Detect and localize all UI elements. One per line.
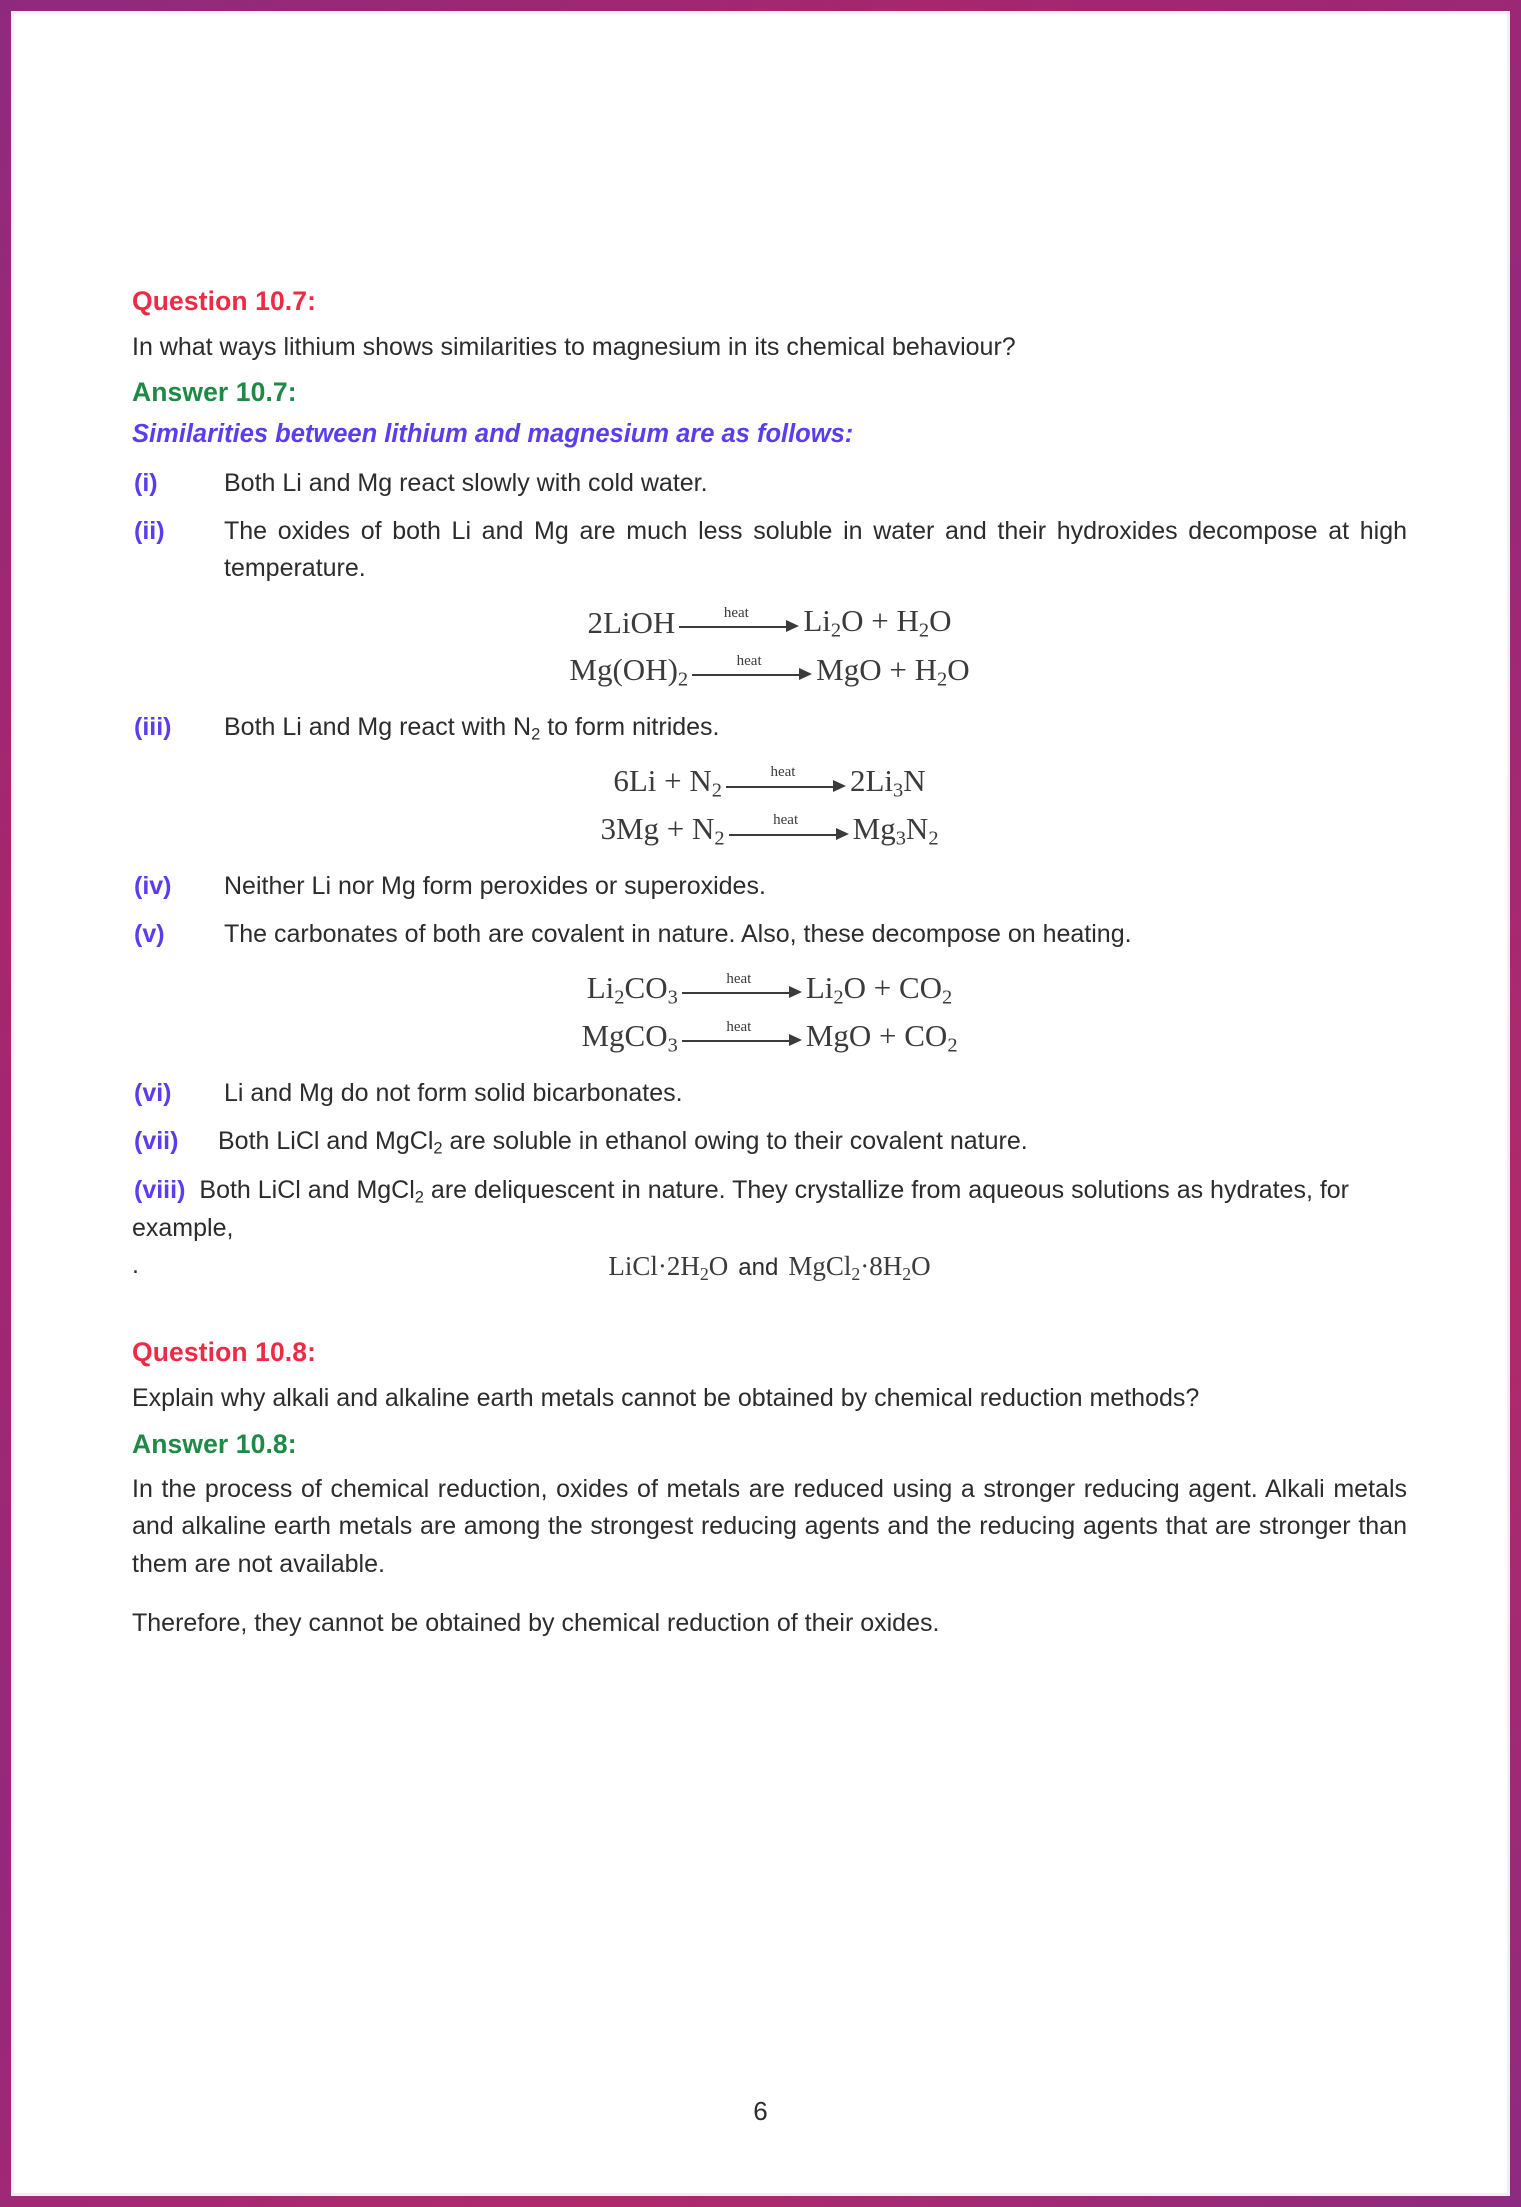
list-item	[132, 1123, 1407, 1161]
question-10-7-heading: Question 10.7:	[132, 286, 317, 316]
reaction-arrow-icon	[692, 652, 812, 687]
equation-rhs: $2Li_3N$	[849, 763, 926, 802]
similarities-list-continued-3	[132, 709, 1407, 747]
list-item	[132, 709, 1407, 747]
arrow-label: heat	[726, 1018, 752, 1035]
answer-10-8-paragraph-1: In the process of chemical reduction, oxides of metals are reduced using a stronger reducing agent. Alkali metals and alkaline earth metals are among the strongest reducing agents and the reducing agents that are stronger than them are not available.	[132, 1474, 1407, 1578]
document-content	[132, 286, 1407, 1654]
equation-hydroxide-decomposition	[132, 598, 1407, 695]
equation-lhs: $Li_2CO_3$	[586, 969, 678, 1009]
equation-line	[132, 646, 1407, 694]
reaction-arrow-icon	[679, 604, 799, 638]
equation-lhs: MgCO$_3$	[581, 1017, 678, 1057]
equation-line	[132, 806, 1407, 854]
question-10-7-text: In what ways lithium shows similarities to magnesium in its chemical behaviour?	[132, 332, 1016, 361]
equation-rhs: $Li_2O + CO_2$	[805, 969, 953, 1009]
page-number: 6	[753, 2096, 768, 2126]
reaction-arrow-icon	[729, 812, 849, 846]
list-item	[132, 465, 1407, 502]
equation-rhs: $MgCl_2\cdot 8H_2O$	[788, 1251, 931, 1285]
equation-nitride-formation	[132, 758, 1407, 855]
answer-10-7-heading: Answer 10.7:	[132, 377, 297, 408]
equation-lhs: $LiCl\cdot 2H_2O$	[608, 1251, 729, 1285]
answer-10-8-heading: Answer 10.8:	[132, 1428, 297, 1459]
question-10-8-heading: Question 10.8:	[132, 1337, 317, 1368]
equation-lhs: $6Li + N_2$	[613, 763, 722, 802]
equation-rhs: MgO + $CO_2$	[805, 1017, 958, 1057]
list-item	[132, 513, 1407, 587]
equation-line	[132, 598, 1407, 646]
arrow-label: heat	[736, 652, 762, 669]
list-item-number: (v)	[134, 920, 165, 949]
answer-10-7-subtitle: Similarities between lithium and magnesium are as follows:	[132, 420, 854, 449]
list-item-number: (vii)	[134, 1126, 179, 1155]
equation-hydrates-row	[132, 1251, 1407, 1285]
question-10-8-text: Explain why alkali and alkaline earth metals cannot be obtained by chemical reduction methods?	[132, 1384, 1200, 1413]
list-item-text: Neither Li nor Mg form peroxides or superoxides.	[224, 872, 766, 901]
equation-line	[132, 758, 1407, 806]
equation-rhs: $Li_2O + H_2O$	[803, 603, 952, 643]
conjunction-and: and	[738, 1254, 779, 1282]
equation-carbonate-decomposition	[132, 964, 1407, 1061]
equation-rhs: MgO + $H_2O$	[816, 651, 970, 691]
list-item-number: (i)	[134, 468, 158, 497]
equation-line	[132, 1012, 1407, 1060]
list-item-number: (viii)	[134, 1175, 186, 1204]
answer-10-8-paragraph-2: Therefore, they cannot be obtained by chemical reduction of their oxides.	[132, 1609, 940, 1638]
list-item-text: Both Li and Mg react with $N_2$ to form nitrides.	[224, 712, 720, 744]
list-item	[132, 868, 1407, 905]
reaction-arrow-icon	[682, 1018, 802, 1053]
stray-period-mark: .	[132, 1251, 139, 1280]
arrow-label: heat	[726, 970, 752, 987]
equation-lhs: $3Mg + N_2$	[600, 811, 725, 851]
list-item-number: (iv)	[134, 872, 172, 901]
list-item-number: (vi)	[134, 1078, 172, 1107]
list-item	[132, 916, 1407, 953]
list-item-text: The oxides of both Li and Mg are much less soluble in water and their hydroxides decompose at high temperature.	[224, 516, 1407, 582]
list-item-text: The carbonates of both are covalent in nature. Also, these decompose on heating.	[224, 920, 1132, 949]
equation-hydrates	[132, 1251, 1407, 1285]
reaction-arrow-icon	[682, 970, 802, 1004]
arrow-label: heat	[723, 604, 749, 621]
similarities-list-continued-45	[132, 868, 1407, 953]
equation-lhs: $Mg(OH)_2$	[569, 651, 689, 691]
similarities-list-continued-67	[132, 1075, 1407, 1161]
list-item-text: Both LiCl and MgCl$_2$ are soluble in ethanol owing to their covalent nature.	[218, 1126, 1028, 1158]
arrow-label: heat	[770, 764, 796, 781]
list-item-number: (ii)	[134, 516, 165, 545]
list-item-number: (iii)	[134, 712, 172, 741]
list-item	[132, 1172, 1407, 1248]
page-sheet	[14, 14, 1507, 2193]
arrow-label: heat	[773, 812, 799, 829]
list-item-text: Li and Mg do not form solid bicarbonates.	[224, 1078, 683, 1107]
list-item-text: Both Li and Mg react slowly with cold water.	[224, 468, 708, 497]
list-item	[132, 1075, 1407, 1112]
equation-rhs: $Mg_3N_2$	[852, 811, 939, 851]
similarities-list	[132, 465, 1407, 587]
equation-lhs: 2LiOH	[587, 604, 676, 640]
equation-line	[132, 964, 1407, 1012]
reaction-arrow-icon	[726, 764, 846, 798]
list-item-text: Both LiCl and MgCl$_2$ are deliquescent in nature. They crystallize from aqueous solutions as hydrates, for example,	[132, 1175, 1350, 1242]
